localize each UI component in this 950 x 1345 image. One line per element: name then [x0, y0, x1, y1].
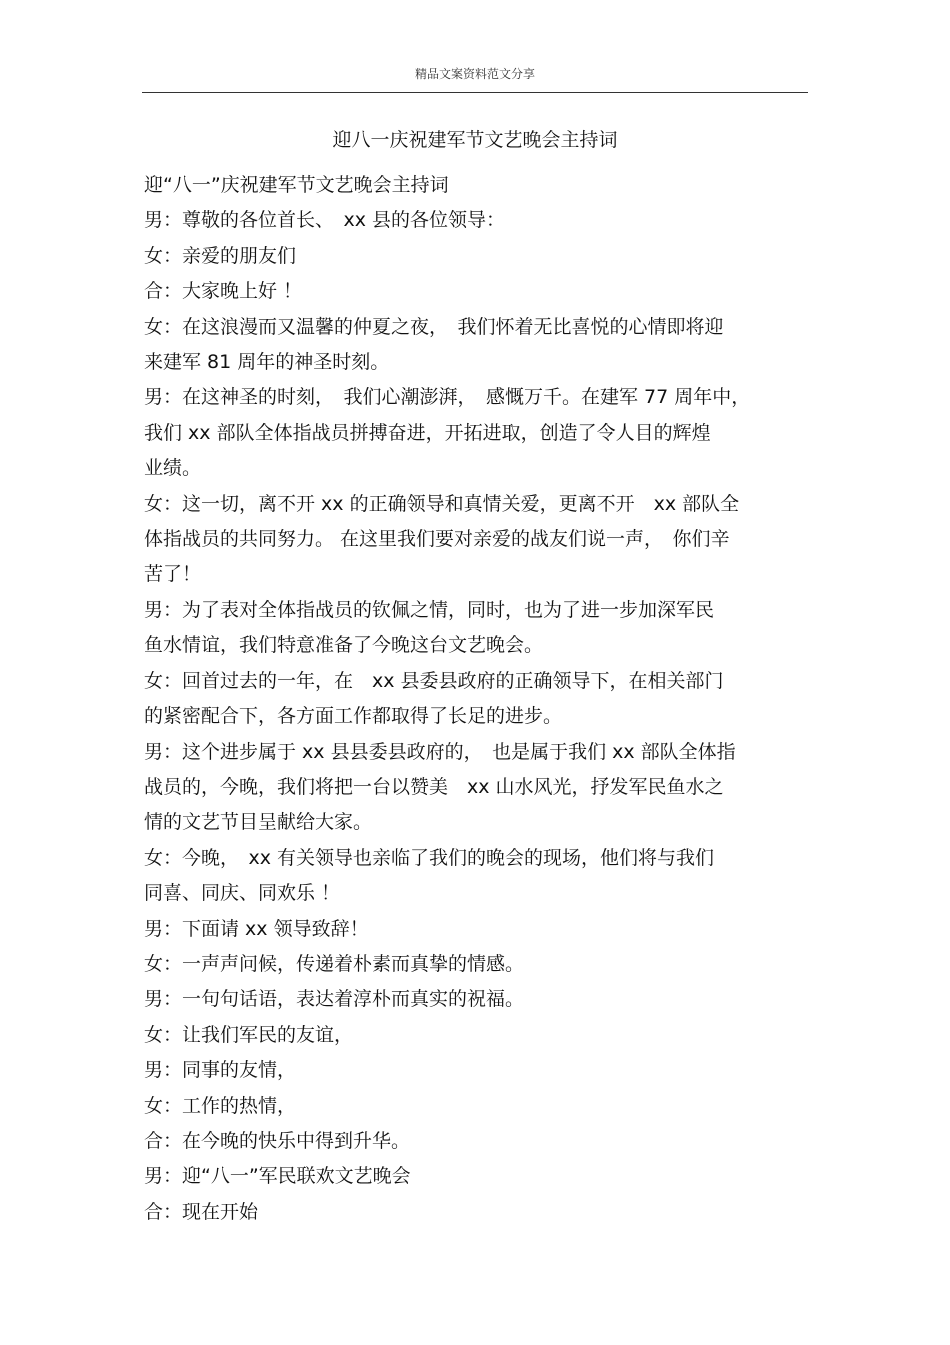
text-line: 女：今晚， xx 有关领导也亲临了我们的晚会的现场，他们将与我们	[144, 846, 715, 869]
text-line: 苦了！	[144, 563, 202, 586]
text-line: 女：这一切，离不开 xx 的正确领导和真情关爱，更离不开 xx 部队全	[144, 492, 740, 515]
document-body	[144, 168, 808, 1230]
text-line: 鱼水情谊，我们特意准备了今晚这台文艺晚会。	[144, 634, 544, 657]
text-line: 男：一句句话语，表达着淳朴而真实的祝福。	[144, 988, 525, 1011]
text-line: 合：在今晚的快乐中得到升华。	[144, 1129, 411, 1152]
page-header	[142, 64, 808, 93]
text-line: 来建军 81 周年的神圣时刻。	[144, 351, 390, 374]
text-line: 男：下面请 xx 领导致辞！	[144, 917, 369, 940]
text-line: 男：同事的友情，	[144, 1059, 297, 1082]
text-line: 女：回首过去的一年，在 xx 县委县政府的正确领导下，在相关部门	[144, 669, 724, 692]
text-line: 女：让我们军民的友谊，	[144, 1023, 354, 1046]
text-line: 女：一声声问候，传递着朴素而真挚的情感。	[144, 952, 525, 975]
text-line: 合：大家晚上好 ！	[144, 280, 303, 303]
text-line: 体指战员的共同努力。 在这里我们要对亲爱的战友们说一声， 你们辛	[144, 528, 730, 551]
document-title: 迎八一庆祝建军节文艺晚会主持词	[332, 129, 618, 151]
text-line: 迎“八一”庆祝建军节文艺晚会主持词	[144, 174, 449, 196]
text-line: 合：现在开始	[144, 1200, 259, 1223]
text-line: 情的文艺节目呈献给大家。	[144, 811, 373, 834]
text-line: 的紧密配合下，各方面工作都取得了长足的进步。	[144, 705, 563, 728]
text-line: 女：工作的热情，	[144, 1094, 297, 1117]
text-line: 男：尊敬的各位首长、 xx 县的各位领导：	[144, 209, 506, 232]
text-line: 男：在这神圣的时刻， 我们心潮澎湃， 感慨万千。在建军 77 周年中，	[144, 386, 751, 409]
text-line: 我们 xx 部队全体指战员拼搏奋进，开拓进取，创造了令人目的辉煌	[144, 421, 711, 444]
text-line: 业绩。	[144, 457, 202, 480]
text-line: 女：亲爱的朋友们	[144, 244, 297, 267]
text-line: 男：这个进步属于 xx 县县委县政府的， 也是属于我们 xx 部队全体指	[144, 740, 736, 763]
text-line: 战员的，今晚，我们将把一台以赞美 xx 山水风光，抒发军民鱼水之	[144, 775, 724, 798]
text-line: 女：在这浪漫而又温馨的仲夏之夜， 我们怀着无比喜悦的心情即将迎	[144, 315, 724, 338]
text-line: 男：为了表对全体指战员的钦佩之情，同时，也为了进一步加深军民	[144, 598, 715, 621]
text-line: 男：迎“八一”军民联欢文艺晚会	[144, 1165, 411, 1188]
header-text: 精品文案资料范文分享	[414, 67, 535, 81]
text-line: 同喜、同庆、同欢乐 ！	[144, 882, 341, 905]
